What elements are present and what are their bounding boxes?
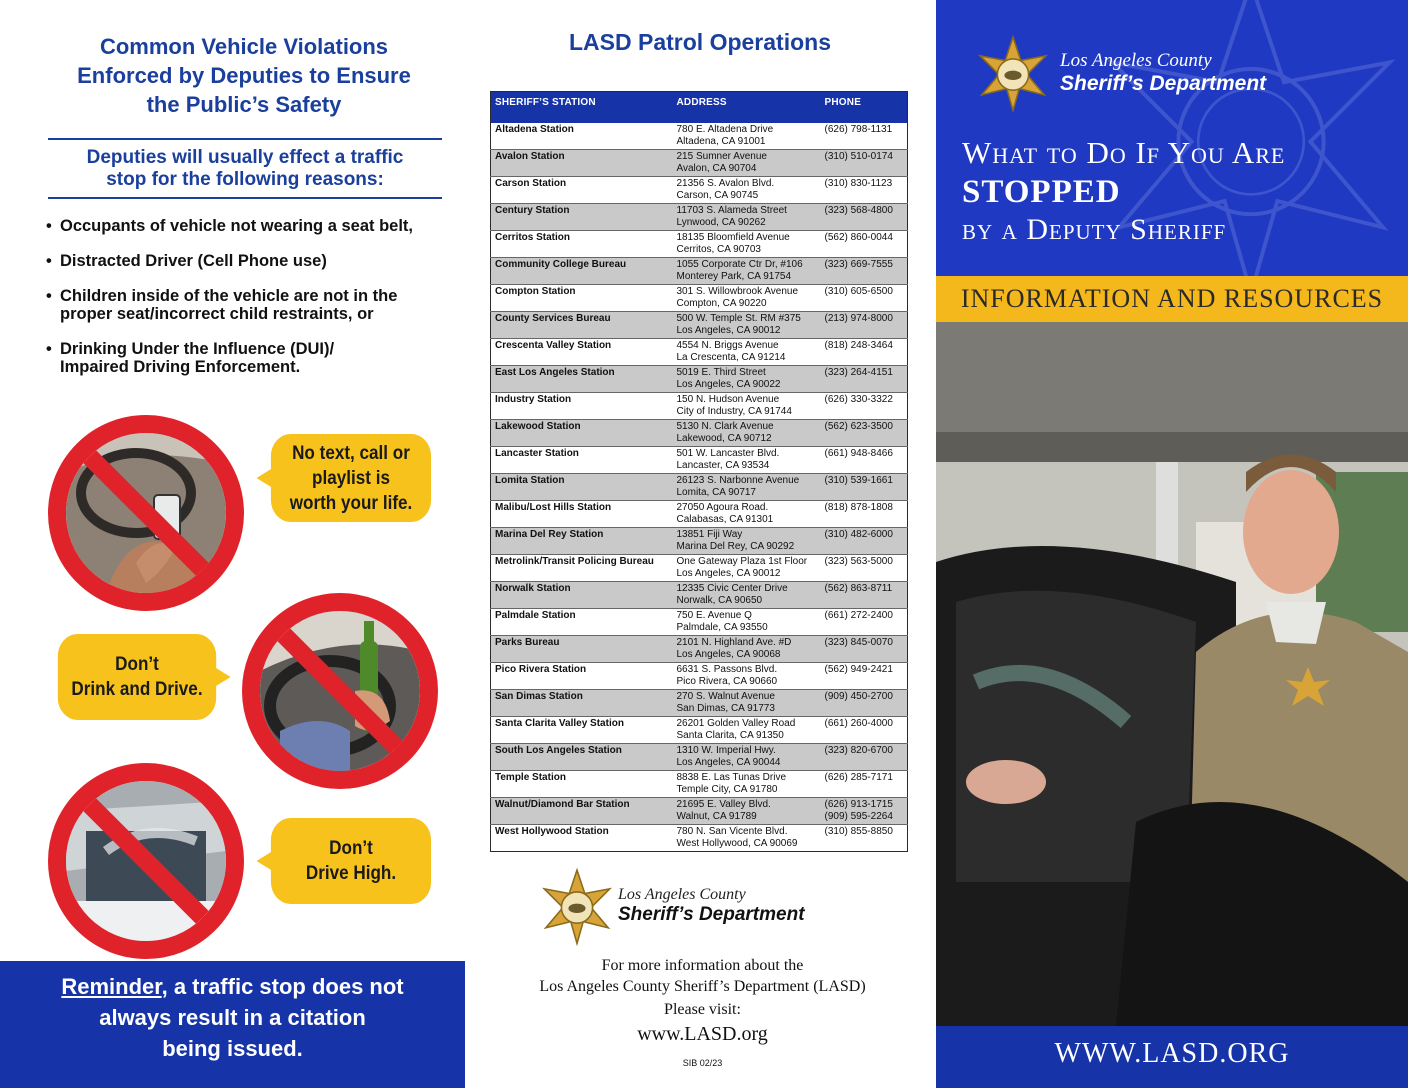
website-link[interactable]: www.LASD.org xyxy=(637,1023,768,1045)
station-phone: (626) 913-1715 (909) 595-2264 xyxy=(821,798,908,825)
station-address: 780 N. San Vicente Blvd. West Hollywood, CA 90069 xyxy=(673,825,821,852)
station-address: 301 S. Willowbrook Avenue Compton, CA 90220 xyxy=(673,285,821,312)
table-row xyxy=(491,393,908,420)
table-row xyxy=(491,744,908,771)
table-row xyxy=(491,609,908,636)
table-row xyxy=(491,285,908,312)
table-row xyxy=(491,555,908,582)
more-info-text: For more information about the Los Angeles County Sheriff’s Department (LASD) xyxy=(539,957,866,995)
reasons-heading: Deputies will usually effect a traffic stop for the following reasons: xyxy=(86,147,404,190)
table-row xyxy=(491,258,908,285)
station-phone: (661) 272-2400 xyxy=(821,609,908,636)
cover-logo: Los Angeles County Sheriff’s Department xyxy=(1060,50,1267,95)
station-phone: (562) 623-3500 xyxy=(821,420,908,447)
station-phone: (661) 948-8466 xyxy=(821,447,908,474)
station-address: 270 S. Walnut Avenue San Dimas, CA 91773 xyxy=(673,690,821,717)
sheriff-star-icon xyxy=(974,34,1052,112)
station-phone: (909) 450-2700 xyxy=(821,690,908,717)
table-row xyxy=(491,312,908,339)
station-address: 26201 Golden Valley Road Santa Clarita, CA 91350 xyxy=(673,717,821,744)
station-name: Palmdale Station xyxy=(491,609,673,636)
station-address: 26123 S. Narbonne Avenue Lomita, CA 90717 xyxy=(673,474,821,501)
table-row xyxy=(491,339,908,366)
reason-distracted: • Distracted Driver (Cell Phone use) xyxy=(46,252,456,270)
table-row xyxy=(491,717,908,744)
dont-drink-bubble: Don’t Drink and Drive. xyxy=(58,634,216,720)
station-phone: (818) 248-3464 xyxy=(821,339,908,366)
station-name: East Los Angeles Station xyxy=(491,366,673,393)
table-row xyxy=(491,447,908,474)
station-address: 150 N. Hudson Avenue City of Industry, CA 91744 xyxy=(673,393,821,420)
station-address: 5130 N. Clark Avenue Lakewood, CA 90712 xyxy=(673,420,821,447)
document-code: SIB 02/23 xyxy=(682,1058,723,1068)
mid-logo: Los Angeles County Sheriff’s Department xyxy=(538,866,868,946)
station-name: Carson Station xyxy=(491,177,673,204)
cover-footer xyxy=(936,1026,1408,1088)
table-header xyxy=(491,92,908,124)
no-text-bubble: No text, call or playlist is worth your life. xyxy=(271,434,431,522)
station-phone: (310) 830-1123 xyxy=(821,177,908,204)
deputy-photo-illustration xyxy=(936,322,1408,1026)
reason-dui: • Drinking Under the Influence (DUI)/ Impaired Driving Enforcement. xyxy=(46,340,456,376)
deputy-traffic-stop-photo xyxy=(936,322,1408,1026)
table-row xyxy=(491,474,908,501)
cover-panel xyxy=(936,0,1408,1088)
station-address: One Gateway Plaza 1st Floor Los Angeles, CA 90012 xyxy=(673,555,821,582)
station-name: Lancaster Station xyxy=(491,447,673,474)
station-address: 1055 Corporate Ctr Dr, #106 Monterey Park, CA 91754 xyxy=(673,258,821,285)
station-phone: (323) 669-7555 xyxy=(821,258,908,285)
cover-title: What to Do If You Are STOPPED by a Deputy Sheriff xyxy=(962,135,1286,246)
please-visit-text: Please visit: xyxy=(664,1001,741,1018)
station-address: 18135 Bloomfield Avenue Cerritos, CA 90703 xyxy=(673,231,821,258)
header-address: ADDRESS xyxy=(673,92,821,124)
table-row xyxy=(491,204,908,231)
station-address: 21356 S. Avalon Blvd. Carson, CA 90745 xyxy=(673,177,821,204)
table-row xyxy=(491,636,908,663)
station-name: Compton Station xyxy=(491,285,673,312)
stations-table xyxy=(490,91,908,852)
information-bar: INFORMATION AND RESOURCES xyxy=(936,276,1408,322)
table-row xyxy=(491,798,908,825)
station-phone: (562) 949-2421 xyxy=(821,663,908,690)
cover-header xyxy=(936,0,1408,276)
header-phone: PHONE xyxy=(821,92,908,124)
reason-seat-belt: • Occupants of vehicle not wearing a seat belt, xyxy=(46,217,456,235)
reminder-banner: Reminder, a traffic stop does not always result in a citation being issued. xyxy=(0,961,465,1088)
station-phone: (310) 510-0174 xyxy=(821,150,908,177)
station-name: Community College Bureau xyxy=(491,258,673,285)
violations-panel xyxy=(0,0,470,1088)
station-name: South Los Angeles Station xyxy=(491,744,673,771)
station-address: 5019 E. Third Street Los Angeles, CA 90022 xyxy=(673,366,821,393)
table-row xyxy=(491,528,908,555)
no-phone-sign-icon xyxy=(48,415,244,611)
table-row xyxy=(491,231,908,258)
table-row xyxy=(491,420,908,447)
station-phone: (323) 563-5000 xyxy=(821,555,908,582)
station-address: 6631 S. Passons Blvd. Pico Rivera, CA 90660 xyxy=(673,663,821,690)
no-drinking-sign-icon xyxy=(242,593,438,789)
station-name: Crescenta Valley Station xyxy=(491,339,673,366)
station-name: Malibu/Lost Hills Station xyxy=(491,501,673,528)
station-name: Lomita Station xyxy=(491,474,673,501)
divider-bottom xyxy=(48,197,442,199)
sheriff-star-icon xyxy=(538,866,616,946)
station-name: Marina Del Rey Station xyxy=(491,528,673,555)
station-name: Norwalk Station xyxy=(491,582,673,609)
station-phone: (818) 878-1808 xyxy=(821,501,908,528)
table-row xyxy=(491,150,908,177)
station-name: San Dimas Station xyxy=(491,690,673,717)
table-row xyxy=(491,582,908,609)
station-address: 501 W. Lancaster Blvd. Lancaster, CA 93534 xyxy=(673,447,821,474)
station-address: 215 Sumner Avenue Avalon, CA 90704 xyxy=(673,150,821,177)
station-address: 500 W. Temple St. RM #375 Los Angeles, CA 90012 xyxy=(673,312,821,339)
station-address: 2101 N. Highland Ave. #D Los Angeles, CA 90068 xyxy=(673,636,821,663)
station-name: Metrolink/Transit Policing Bureau xyxy=(491,555,673,582)
station-phone: (323) 845-0070 xyxy=(821,636,908,663)
station-name: Walnut/Diamond Bar Station xyxy=(491,798,673,825)
header-station: SHERIFF’S STATION xyxy=(491,92,673,124)
station-address: 780 E. Altadena Drive Altadena, CA 91001 xyxy=(676,124,774,147)
station-phone: (661) 260-4000 xyxy=(821,717,908,744)
station-phone: (310) 482-6000 xyxy=(821,528,908,555)
station-phone: (323) 264-4151 xyxy=(821,366,908,393)
station-address: 4554 N. Briggs Avenue La Crescenta, CA 91214 xyxy=(673,339,821,366)
station-phone: (310) 855-8850 xyxy=(821,825,908,852)
station-address: 1310 W. Imperial Hwy. Los Angeles, CA 90044 xyxy=(673,744,821,771)
patrol-operations-panel xyxy=(470,0,935,1088)
station-name: Industry Station xyxy=(491,393,673,420)
station-name: Cerritos Station xyxy=(491,231,673,258)
station-phone: (562) 860-0044 xyxy=(821,231,908,258)
station-name: Century Station xyxy=(491,204,673,231)
patrol-title: LASD Patrol Operations xyxy=(569,29,831,55)
station-address: 750 E. Avenue Q Palmdale, CA 93550 xyxy=(673,609,821,636)
station-name: West Hollywood Station xyxy=(491,825,673,852)
table-row xyxy=(491,501,908,528)
table-row xyxy=(491,123,908,150)
station-phone: (213) 974-8000 xyxy=(821,312,908,339)
station-address: 11703 S. Alameda Street Lynwood, CA 90262 xyxy=(673,204,821,231)
station-phone: (323) 568-4800 xyxy=(821,204,908,231)
station-name: Temple Station xyxy=(491,771,673,798)
station-address: 27050 Agoura Road. Calabasas, CA 91301 xyxy=(673,501,821,528)
station-phone: (310) 539-1661 xyxy=(821,474,908,501)
station-name: Altadena Station xyxy=(495,124,574,135)
station-phone: (626) 285-7171 xyxy=(821,771,908,798)
station-phone: (323) 820-6700 xyxy=(821,744,908,771)
reasons-list xyxy=(46,217,456,393)
station-address: 8838 E. Las Tunas Drive Temple City, CA 91780 xyxy=(673,771,821,798)
station-phone: (626) 330-3322 xyxy=(821,393,908,420)
station-phone: (562) 863-8711 xyxy=(821,582,908,609)
station-name: Lakewood Station xyxy=(491,420,673,447)
table-row xyxy=(491,177,908,204)
table-row xyxy=(491,771,908,798)
station-name: Pico Rivera Station xyxy=(491,663,673,690)
station-phone: (626) 798-1131 xyxy=(824,124,893,135)
dont-drive-high-bubble: Don’t Drive High. xyxy=(271,818,431,904)
cover-website-link[interactable]: WWW.LASD.ORG xyxy=(1054,1038,1290,1069)
station-name: Parks Bureau xyxy=(491,636,673,663)
table-row xyxy=(491,690,908,717)
violations-title: Common Vehicle Violations Enforced by Deputies to Ensure the Public’s Safety xyxy=(77,34,411,117)
table-row xyxy=(491,825,908,852)
station-address: 12335 Civic Center Drive Norwalk, CA 90650 xyxy=(673,582,821,609)
station-phone: (310) 605-6500 xyxy=(821,285,908,312)
table-row xyxy=(491,366,908,393)
no-high-driving-sign-icon xyxy=(48,763,244,959)
table-row xyxy=(491,663,908,690)
station-name: Santa Clarita Valley Station xyxy=(491,717,673,744)
station-address: 21695 E. Valley Blvd. Walnut, CA 91789 xyxy=(673,798,821,825)
divider-top xyxy=(48,138,442,140)
station-name: Avalon Station xyxy=(491,150,673,177)
station-name: County Services Bureau xyxy=(491,312,673,339)
station-address: 13851 Fiji Way Marina Del Rey, CA 90292 xyxy=(673,528,821,555)
reason-child-restraint: • Children inside of the vehicle are not in the proper seat/incorrect child restraints, or xyxy=(46,287,456,323)
stations-body xyxy=(491,123,908,852)
